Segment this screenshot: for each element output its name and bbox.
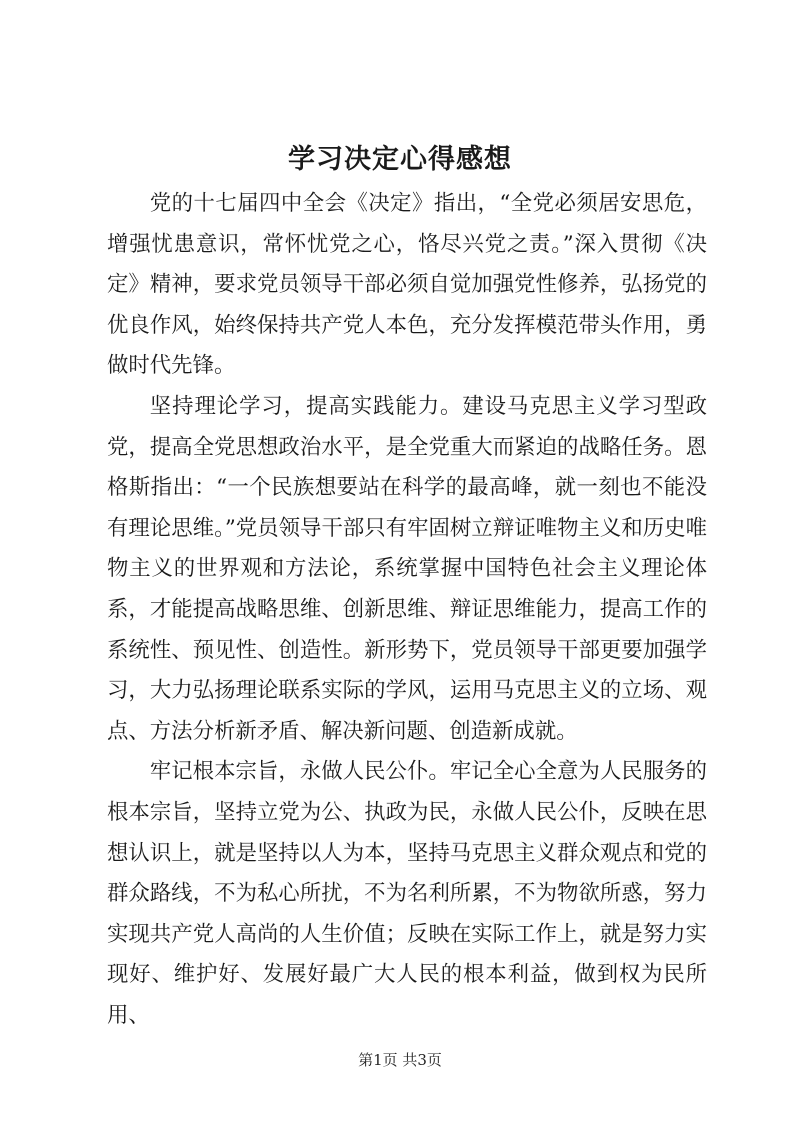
paragraph-theory-study: 坚持理论学习，提高实践能力。建设马克思主义学习型政党，提高全党思想政治水平，是全党重大而紧迫的战略任务。恩格斯指出：“一个民族想要站在科学的最高峰，就一刻也不能没有理论思维。”党员领导干部只有牢固树立辩证唯物主义和历史唯物主义的世界观和方法论，系统掌握中国特色社会主义理论体系，才能提高战略思维、创新思维、辩证思维能力，提高工作的系统性、预见性、创造性。新形势下，党员领导干部更要加强学习，大力弘扬理论联系实际的学风，运用马克思主义的立场、观点、方法分析新矛盾、解决新问题、创造新成就。 [107, 393, 707, 744]
document-body [107, 184, 707, 1036]
document-title: 学习决定心得感想 [288, 144, 512, 175]
paragraph-fundamental-purpose: 牢记根本宗旨，永做人民公仆。牢记全心全意为人民服务的根本宗旨，坚持立党为公、执政为民，永做人民公仆，反映在思想认识上，就是坚持以人为本，坚持马克思主义群众观点和党的群众路线，不为私心所扰，不为名利所累，不为物欲所惑，努力实现共产党人高尚的人生价值；反映在实际工作上，就是努力实现好、维护好、发展好最广大人民的根本利益，做到权为民所用、 [107, 759, 707, 1028]
paragraph-intro: 党的十七届四中全会《决定》指出，“全党必须居安思危，增强忧患意识，常怀忧党之心，恪尽兴党之责。”深入贯彻《决定》精神，要求党员领导干部必须自觉加强党性修养，弘扬党的优良作风，始终保持共产党人本色，充分发挥模范带头作用，勇做时代先锋。 [107, 191, 707, 379]
page-number: 第1页 共3页 [358, 1051, 442, 1069]
